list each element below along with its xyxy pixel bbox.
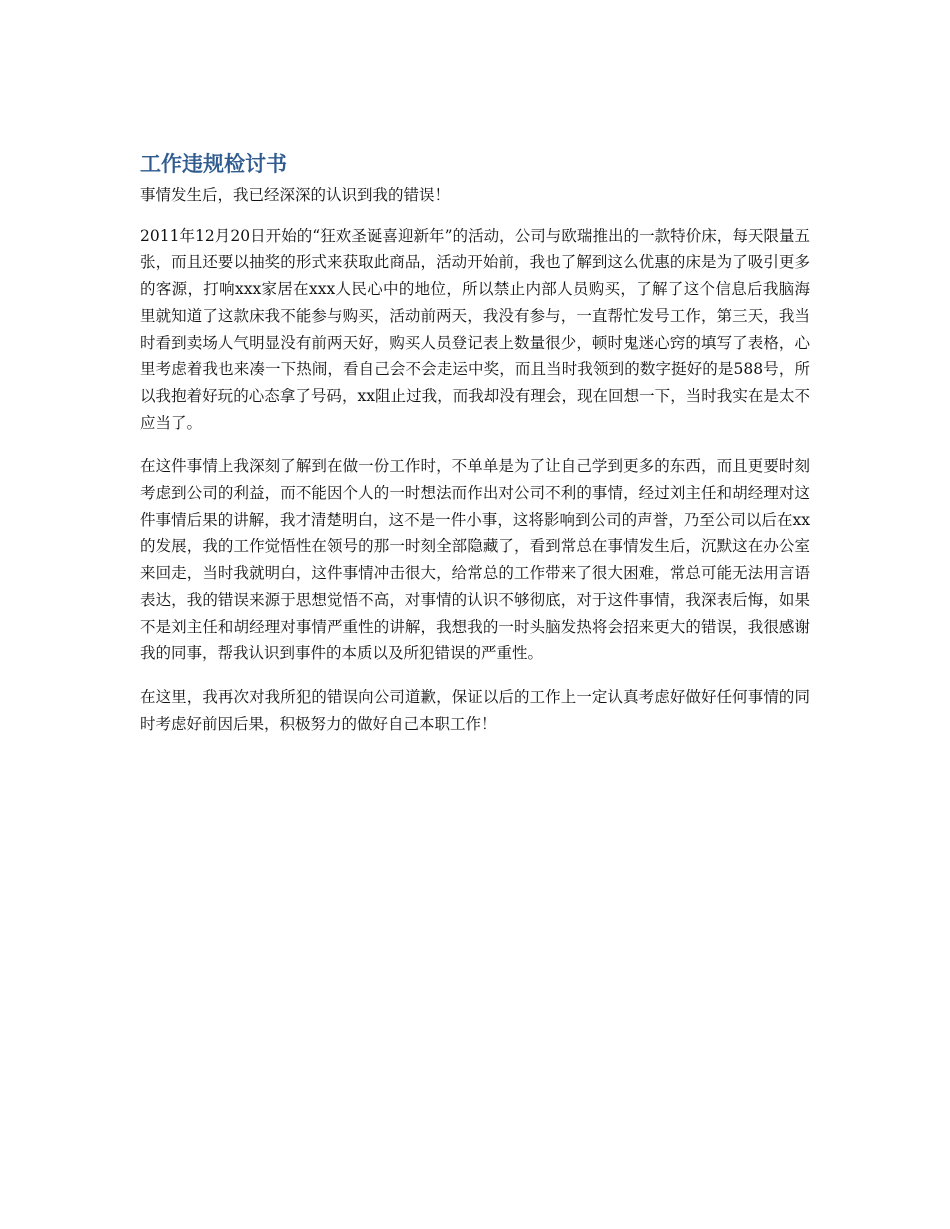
paragraph-incident: 2011年12月20日开始的“狂欢圣诞喜迎新年”的活动，公司与欧瑞推出的一款特价床，每天限量五张，而且还要以抽奖的形式来获取此商品，活动开始前，我也了解到这么优惠的床是为了吸引更多的客源，打响xxx家居在xxx人民心中的地位，所以禁止内部人员购买，了解了这个信息后我脑海里就知道了这款床我不能参与购买，活动前两天，我没有参与，一直帮忙发号工作，第三天，我当时看到卖场人气明显没有前两天好，购买人员登记表上数量很少，顿时鬼迷心窍的填写了表格，心里考虑着我也来凑一下热闹，看自己会不会走运中奖，而且当时我领到的数字挺好的是588号，所以我抱着好玩的心态拿了号码，xx阻止过我，而我却没有理会，现在回想一下，当时我实在是太不应当了。 (140, 226, 810, 432)
document-title: 工作违规检讨书 (140, 152, 287, 176)
paragraph-reflection: 在这件事情上我深刻了解到在做一份工作时，不单单是为了让自己学到更多的东西，而且更要时刻考虑到公司的利益，而不能因个人的一时想法而作出对公司不利的事情，经过刘主任和胡经理对这件事情后果的讲解，我才清楚明白，这不是一件小事，这将影响到公司的声誉，乃至公司以后在xx的发展，我的工作觉悟性在领号的那一时刻全部隐藏了，看到常总在事情发生后，沉默这在办公室来回走，当时我就明白，这件事情冲击很大，给常总的工作带来了很大困难，常总可能无法用言语表达，我的错误来源于思想觉悟不高，对事情的认识不够彻底，对于这件事情，我深表后悔，如果不是刘主任和胡经理对事情严重性的讲解，我想我的一时头脑发热将会招来更大的错误，我很感谢我的同事，帮我认识到事件的本质以及所犯错误的严重性。 (140, 457, 810, 663)
paragraph-apology: 在这里，我再次对我所犯的错误向公司道歉，保证以后的工作上一定认真考虑好做好任何事情的同时考虑好前因后果，积极努力的做好自己本职工作！ (140, 687, 810, 733)
paragraph-intro: 事情发生后，我已经深深的认识到我的错误！ (140, 186, 451, 204)
document-body (140, 150, 810, 754)
